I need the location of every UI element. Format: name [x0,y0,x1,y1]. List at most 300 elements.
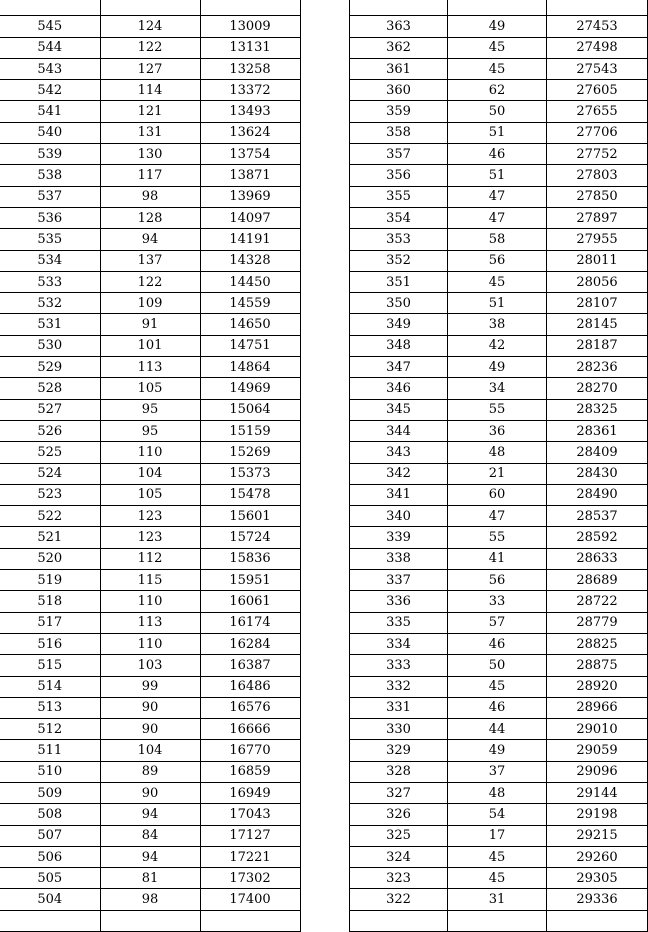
score-cell: 349 [350,314,448,335]
table-row [350,335,648,356]
score-cell: 505 [0,868,100,889]
cumulative-cell: 16284 [200,633,300,654]
score-cell: 358 [350,122,448,143]
count-cell: 33 [448,591,547,612]
count-cell: 54 [448,804,547,825]
score-cell: 541 [0,101,100,122]
table-row [0,548,300,569]
table-row [0,293,300,314]
table-row [350,889,648,910]
count-cell: 47 [448,207,547,228]
table-row [0,314,300,335]
table-row [350,463,648,484]
count-cell: 94 [100,846,200,867]
cumulative-cell: 27897 [547,207,648,228]
count-cell: 42 [448,335,547,356]
cumulative-cell: 17221 [200,846,300,867]
score-cell: 513 [0,697,100,718]
table-row [0,506,300,527]
score-cell: 336 [350,591,448,612]
count-cell: 56 [448,570,547,591]
cumulative-cell: 29010 [547,719,648,740]
table-row [0,207,300,228]
score-cell: 335 [350,612,448,633]
count-cell: 113 [100,612,200,633]
count-cell: 98 [100,889,200,910]
table-row [0,825,300,846]
cumulative-cell: 28409 [547,442,648,463]
cumulative-cell: 15601 [200,506,300,527]
score-cell: 343 [350,442,448,463]
cumulative-cell: 13754 [200,144,300,165]
table-row [0,719,300,740]
score-cell: 525 [0,442,100,463]
table-row [350,612,648,633]
count-cell: 123 [100,527,200,548]
score-cell: 520 [0,548,100,569]
score-cell: 360 [350,80,448,101]
count-cell: 37 [448,761,547,782]
count-cell: 122 [100,271,200,292]
score-cell: 527 [0,399,100,420]
table-row [0,101,300,122]
count-cell: 51 [448,122,547,143]
count-cell: 89 [100,761,200,782]
count-cell: 41 [448,548,547,569]
cumulative-cell: 14450 [200,271,300,292]
count-cell: 103 [100,655,200,676]
cumulative-cell: 28825 [547,633,648,654]
count-cell: 90 [100,782,200,803]
score-cell: 543 [0,58,100,79]
cumulative-cell: 27752 [547,144,648,165]
table-row [0,463,300,484]
cumulative-cell: 28537 [547,506,648,527]
cumulative-cell: 13131 [200,37,300,58]
count-cell [100,0,200,16]
cumulative-cell: 16174 [200,612,300,633]
score-cell: 356 [350,165,448,186]
count-cell [100,910,200,931]
cumulative-cell: 16486 [200,676,300,697]
cumulative-cell: 17302 [200,868,300,889]
count-cell: 47 [448,506,547,527]
count-cell: 58 [448,229,547,250]
count-cell: 51 [448,293,547,314]
count-cell: 55 [448,527,547,548]
table-row [350,186,648,207]
count-cell: 36 [448,420,547,441]
table-row [0,16,300,37]
count-cell: 50 [448,101,547,122]
cumulative-cell: 27498 [547,37,648,58]
score-cell: 509 [0,782,100,803]
table-row [350,484,648,505]
cumulative-cell: 29144 [547,782,648,803]
table-row [0,484,300,505]
table-row [350,271,648,292]
count-cell: 94 [100,804,200,825]
score-cell: 322 [350,889,448,910]
table-row [350,16,648,37]
cumulative-cell: 28145 [547,314,648,335]
score-cell: 542 [0,80,100,101]
count-cell [448,0,547,16]
count-cell: 109 [100,293,200,314]
table-row [350,506,648,527]
score-cell: 539 [0,144,100,165]
cumulative-cell: 13969 [200,186,300,207]
score-cell: 523 [0,484,100,505]
table-row [0,378,300,399]
table-row [350,165,648,186]
score-cell: 331 [350,697,448,718]
score-cell: 507 [0,825,100,846]
table-row [0,527,300,548]
score-cell: 538 [0,165,100,186]
cumulative-cell: 17043 [200,804,300,825]
score-cell: 345 [350,399,448,420]
count-cell: 84 [100,825,200,846]
cumulative-cell: 27850 [547,186,648,207]
table-row [350,357,648,378]
score-cell: 333 [350,655,448,676]
score-cell [0,910,100,931]
score-cell: 545 [0,16,100,37]
count-cell: 130 [100,144,200,165]
count-cell: 117 [100,165,200,186]
score-cell: 330 [350,719,448,740]
cumulative-cell: 16061 [200,591,300,612]
score-cell: 540 [0,122,100,143]
table-row [0,122,300,143]
table-row [350,782,648,803]
count-cell: 98 [100,186,200,207]
table-row [350,676,648,697]
table-row [350,0,648,16]
count-cell: 49 [448,357,547,378]
count-cell: 137 [100,250,200,271]
count-cell: 124 [100,16,200,37]
cumulative-cell: 28187 [547,335,648,356]
cumulative-cell: 15724 [200,527,300,548]
table-row [0,697,300,718]
cumulative-cell: 29059 [547,740,648,761]
score-cell: 351 [350,271,448,292]
count-cell: 45 [448,271,547,292]
score-cell: 357 [350,144,448,165]
score-cell: 528 [0,378,100,399]
cumulative-cell: 16949 [200,782,300,803]
table-row [0,633,300,654]
table-row [350,229,648,250]
count-cell: 49 [448,16,547,37]
count-cell: 110 [100,633,200,654]
table-row [0,570,300,591]
table-row [0,144,300,165]
table-row [350,825,648,846]
cumulative-cell: 28236 [547,357,648,378]
table-row [0,591,300,612]
score-cell: 323 [350,868,448,889]
table-row [350,122,648,143]
cumulative-cell: 15373 [200,463,300,484]
count-cell: 46 [448,633,547,654]
table-row [350,548,648,569]
cumulative-cell: 15159 [200,420,300,441]
count-cell: 34 [448,378,547,399]
table-row [0,250,300,271]
count-cell: 50 [448,655,547,676]
count-cell: 110 [100,442,200,463]
table-row [0,186,300,207]
cumulative-cell: 15836 [200,548,300,569]
score-cell: 339 [350,527,448,548]
cumulative-cell: 28361 [547,420,648,441]
cumulative-cell [200,0,300,16]
count-cell: 121 [100,101,200,122]
table-row [350,591,648,612]
cumulative-cell: 27655 [547,101,648,122]
cumulative-cell: 28779 [547,612,648,633]
count-cell: 122 [100,37,200,58]
cumulative-cell: 28592 [547,527,648,548]
count-cell: 60 [448,484,547,505]
cumulative-cell: 16859 [200,761,300,782]
score-cell: 519 [0,570,100,591]
cumulative-cell: 16576 [200,697,300,718]
table-row [350,378,648,399]
count-cell: 99 [100,676,200,697]
score-cell: 355 [350,186,448,207]
cumulative-cell: 13493 [200,101,300,122]
count-cell: 31 [448,889,547,910]
score-cell: 334 [350,633,448,654]
cumulative-cell: 13009 [200,16,300,37]
cumulative-cell: 27543 [547,58,648,79]
table-row [0,0,300,16]
cumulative-cell: 29096 [547,761,648,782]
table-row [350,633,648,654]
count-cell: 110 [100,591,200,612]
table-row [0,804,300,825]
score-cell: 524 [0,463,100,484]
cumulative-cell: 28107 [547,293,648,314]
score-cell: 522 [0,506,100,527]
table-row [0,740,300,761]
count-cell: 95 [100,399,200,420]
count-cell: 45 [448,846,547,867]
cumulative-cell: 28056 [547,271,648,292]
cumulative-cell: 29260 [547,846,648,867]
cumulative-cell: 15478 [200,484,300,505]
table-row [0,676,300,697]
score-cell: 348 [350,335,448,356]
cumulative-cell: 28011 [547,250,648,271]
table-row [350,804,648,825]
score-cell: 328 [350,761,448,782]
score-cell: 514 [0,676,100,697]
score-cell: 508 [0,804,100,825]
table-row [350,442,648,463]
count-cell: 38 [448,314,547,335]
cumulative-cell: 27453 [547,16,648,37]
count-cell: 81 [100,868,200,889]
count-cell: 46 [448,697,547,718]
cumulative-cell: 28633 [547,548,648,569]
count-cell: 44 [448,719,547,740]
cumulative-cell: 14559 [200,293,300,314]
count-cell: 113 [100,357,200,378]
score-cell: 510 [0,761,100,782]
score-cell: 362 [350,37,448,58]
count-cell: 21 [448,463,547,484]
table-row [350,910,648,931]
table-row [0,868,300,889]
table-row [350,58,648,79]
table-row [0,58,300,79]
table-row [350,399,648,420]
score-cell: 338 [350,548,448,569]
count-cell: 112 [100,548,200,569]
cumulative-cell: 28490 [547,484,648,505]
table-row [350,761,648,782]
count-cell: 56 [448,250,547,271]
score-cell: 346 [350,378,448,399]
table-row [0,442,300,463]
score-cell: 332 [350,676,448,697]
score-cell: 363 [350,16,448,37]
cumulative-cell: 14864 [200,357,300,378]
cumulative-cell: 14328 [200,250,300,271]
count-cell: 49 [448,740,547,761]
cumulative-cell: 14751 [200,335,300,356]
score-cell: 325 [350,825,448,846]
count-cell [448,910,547,931]
cumulative-cell: 15064 [200,399,300,420]
cumulative-cell: 29198 [547,804,648,825]
count-cell: 105 [100,484,200,505]
count-cell: 101 [100,335,200,356]
score-cell: 361 [350,58,448,79]
table-row [0,910,300,931]
count-cell: 90 [100,697,200,718]
cumulative-cell [547,910,648,931]
score-cell [0,0,100,16]
cumulative-cell: 16770 [200,740,300,761]
table-row [0,655,300,676]
count-cell: 128 [100,207,200,228]
score-cell: 352 [350,250,448,271]
score-cell: 526 [0,420,100,441]
table-row [0,846,300,867]
score-cell: 504 [0,889,100,910]
score-cell: 529 [0,357,100,378]
score-cell: 517 [0,612,100,633]
table-row [0,229,300,250]
cumulative-cell: 28722 [547,591,648,612]
table-row [0,80,300,101]
score-cell: 531 [0,314,100,335]
table-row [0,399,300,420]
cumulative-cell: 27955 [547,229,648,250]
count-cell: 123 [100,506,200,527]
score-cell: 506 [0,846,100,867]
table-row [350,740,648,761]
score-cell: 537 [0,186,100,207]
count-cell: 46 [448,144,547,165]
score-cell: 347 [350,357,448,378]
score-cell: 344 [350,420,448,441]
cumulative-cell: 13624 [200,122,300,143]
score-cell: 534 [0,250,100,271]
count-cell: 17 [448,825,547,846]
count-cell: 115 [100,570,200,591]
table-row [350,655,648,676]
score-cell [350,910,448,931]
score-cell: 512 [0,719,100,740]
table-row [0,612,300,633]
count-cell: 104 [100,740,200,761]
table-row [350,37,648,58]
count-cell: 45 [448,58,547,79]
table-row [350,527,648,548]
table-row [0,889,300,910]
cumulative-cell: 28875 [547,655,648,676]
score-cell: 536 [0,207,100,228]
cumulative-cell: 13871 [200,165,300,186]
score-cell: 350 [350,293,448,314]
table-row [350,80,648,101]
count-cell: 55 [448,399,547,420]
cumulative-cell: 17400 [200,889,300,910]
cumulative-cell: 28689 [547,570,648,591]
table-row [350,101,648,122]
score-cell: 324 [350,846,448,867]
score-cell: 511 [0,740,100,761]
cumulative-cell: 28920 [547,676,648,697]
cumulative-cell: 16666 [200,719,300,740]
count-cell: 91 [100,314,200,335]
score-cell: 341 [350,484,448,505]
score-cell: 359 [350,101,448,122]
score-table-left-body [0,0,300,932]
count-cell: 131 [100,122,200,143]
cumulative-cell: 14097 [200,207,300,228]
score-cell: 354 [350,207,448,228]
table-row [350,868,648,889]
score-cell: 353 [350,229,448,250]
score-cell: 329 [350,740,448,761]
score-table-right-body [350,0,648,932]
score-cell: 535 [0,229,100,250]
table-row [0,782,300,803]
cumulative-cell: 27803 [547,165,648,186]
table-row [350,570,648,591]
score-cell: 532 [0,293,100,314]
table-row [350,314,648,335]
count-cell: 48 [448,782,547,803]
table-row [0,357,300,378]
count-cell: 114 [100,80,200,101]
count-cell: 90 [100,719,200,740]
count-cell: 57 [448,612,547,633]
cumulative-cell: 29215 [547,825,648,846]
table-row [0,271,300,292]
score-cell: 515 [0,655,100,676]
table-row [0,420,300,441]
score-cell: 521 [0,527,100,548]
